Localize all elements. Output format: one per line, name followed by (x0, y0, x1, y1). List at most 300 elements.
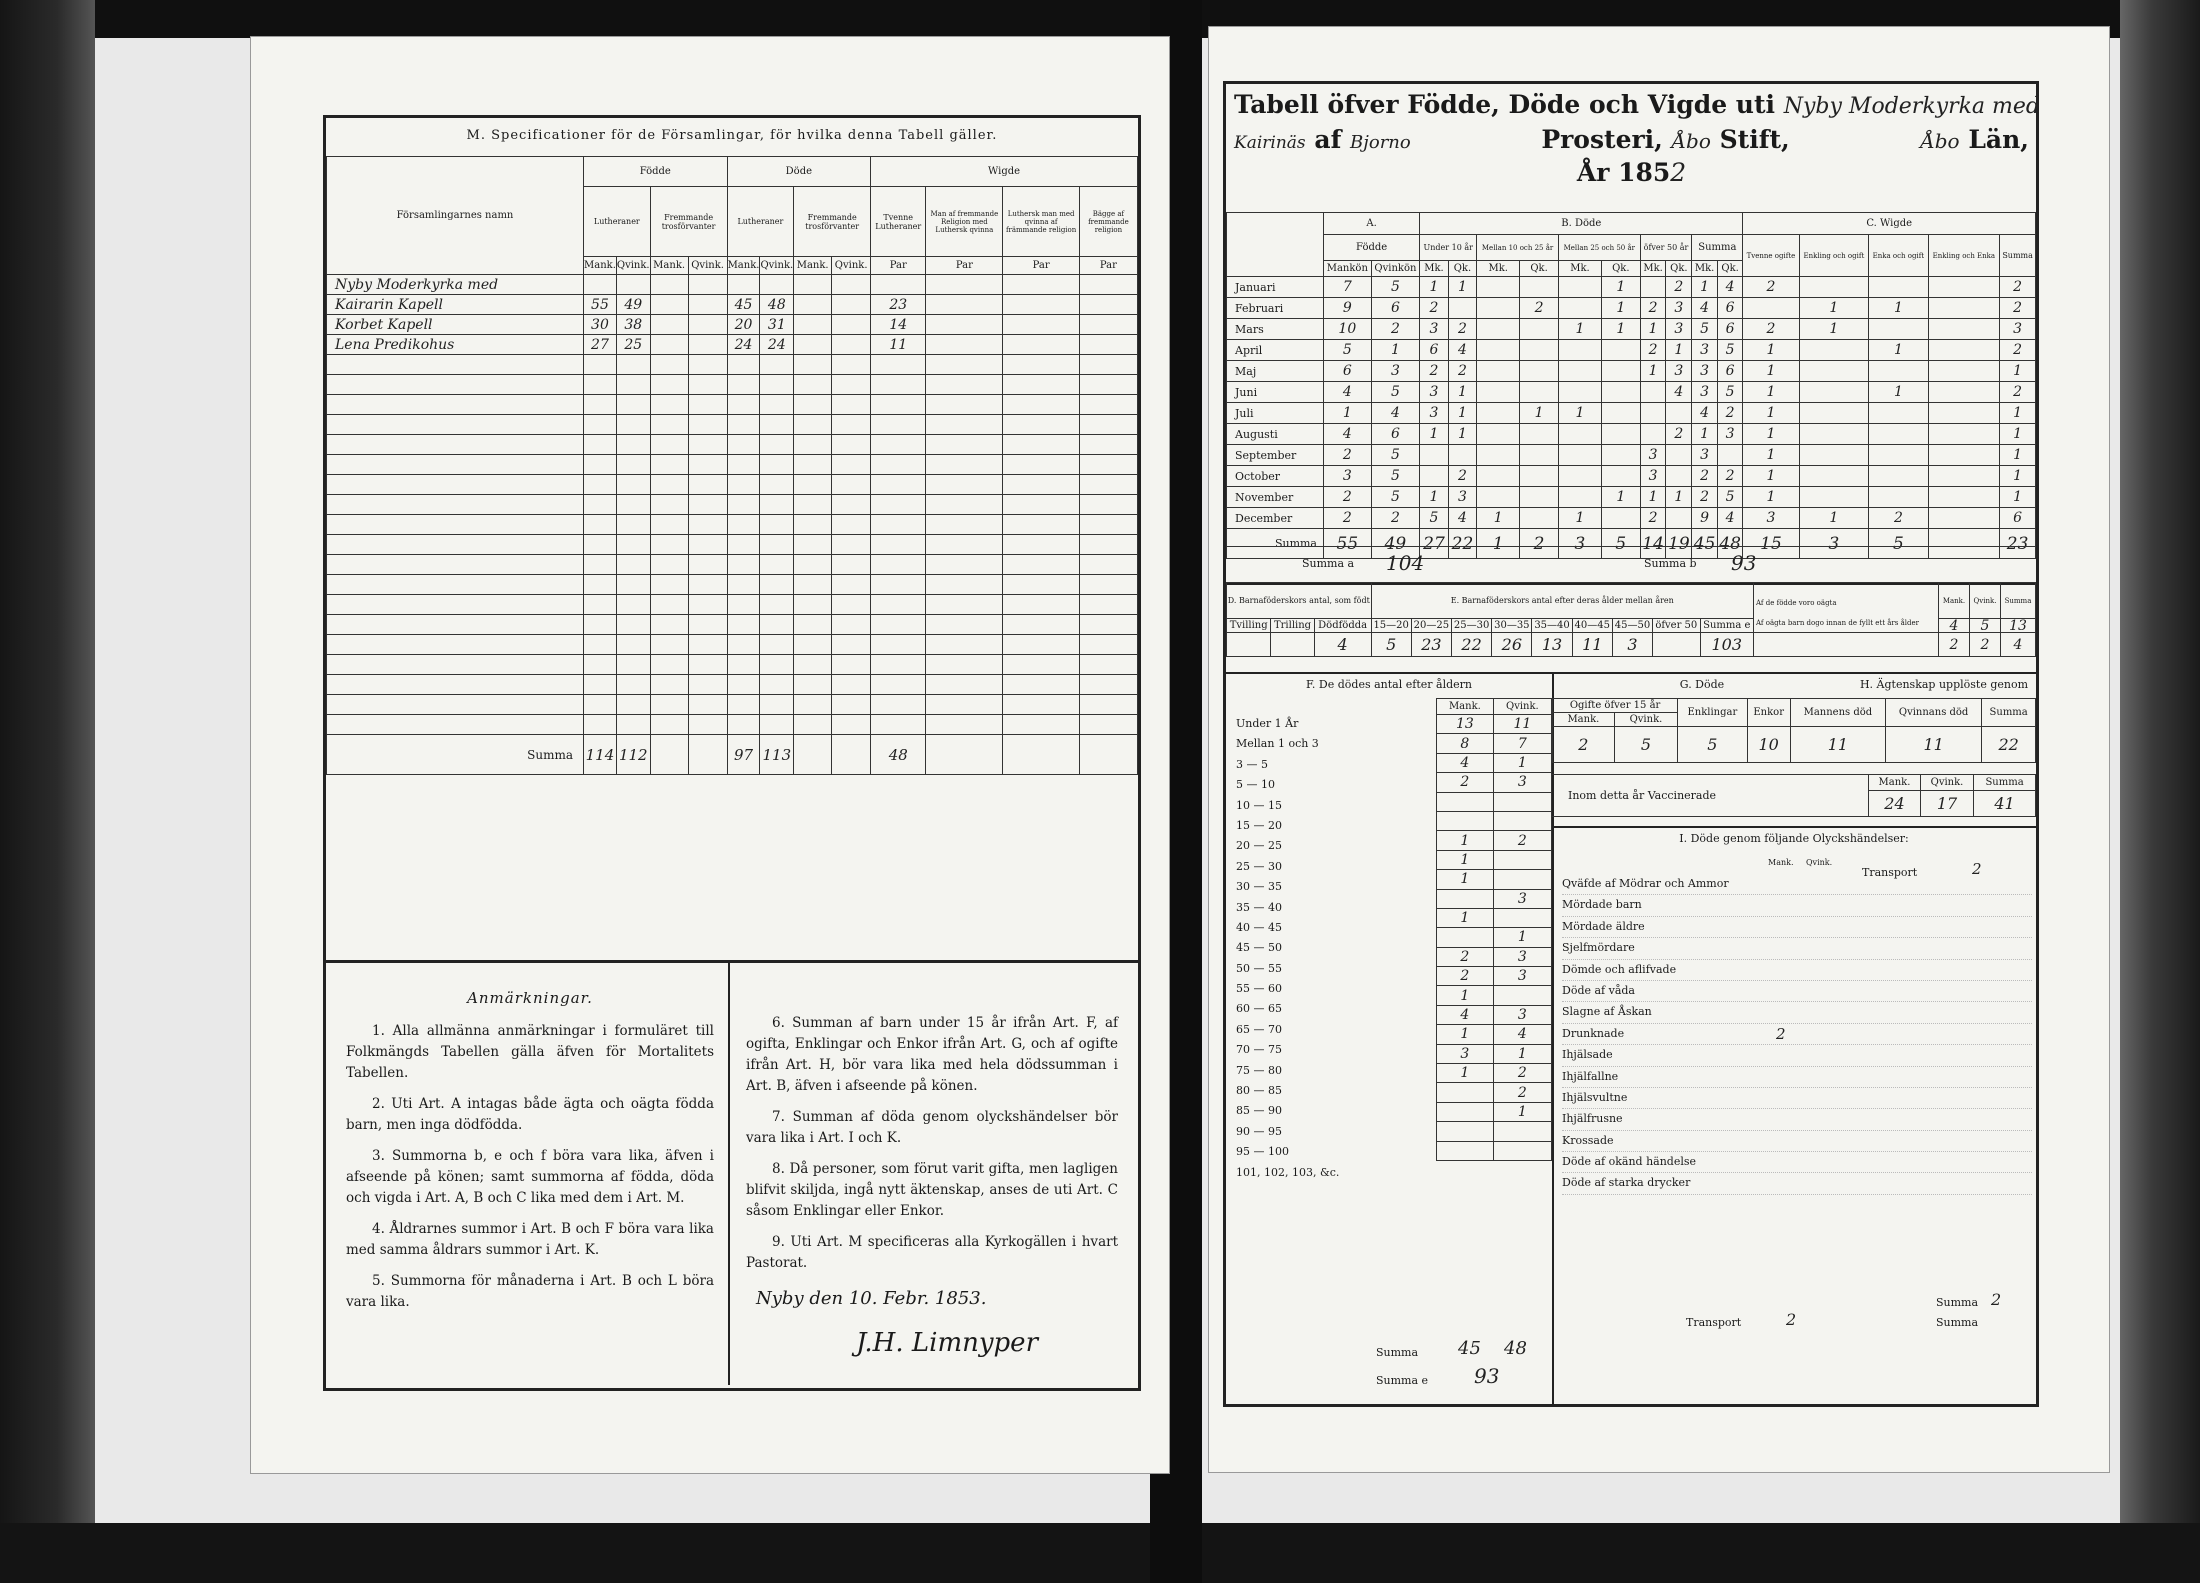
spec-cell (926, 355, 1003, 375)
f-qvink-val (1493, 1122, 1551, 1141)
spec-row (327, 615, 1138, 635)
f-qvink-val: 7 (1493, 734, 1551, 753)
month-cell (1869, 403, 1928, 424)
col-header-fodde: Födde (584, 157, 728, 187)
month-cell: 1 (2000, 466, 2036, 487)
f-mank-val (1437, 1083, 1494, 1102)
summa-a-value: 104 (1386, 551, 1425, 575)
month-cell: 1 (1869, 340, 1928, 361)
month-cell: 1 (1743, 361, 1799, 382)
spec-cell (727, 415, 760, 435)
d-col: Tvilling (1227, 619, 1271, 633)
sub-man-af: Man af fremmande Religion med Luthersk qvinna (926, 187, 1003, 257)
month-cell: 5 (1371, 466, 1420, 487)
month-cell: 1 (1601, 277, 1640, 298)
month-cell: 5 (1324, 340, 1372, 361)
month-cell: 1 (1420, 277, 1448, 298)
title-ar-hw: 2 (1670, 158, 1687, 187)
month-name: October (1227, 466, 1324, 487)
spec-cell: 23 (871, 295, 926, 315)
i-row-name: Mördade äldre (1562, 919, 1645, 933)
spec-cell (688, 335, 727, 355)
spec-cell (1079, 455, 1137, 475)
month-cell (1420, 445, 1448, 466)
month-cell: 2 (1692, 487, 1718, 508)
month-cell (1799, 487, 1869, 508)
spec-cell (1079, 295, 1137, 315)
month-cell: 3 (1692, 382, 1718, 403)
h-qvink: Qvink. (760, 257, 794, 275)
spec-cell (1079, 715, 1137, 735)
month-row (1227, 319, 2036, 340)
spec-cell (584, 375, 617, 395)
title-hw-parish: Nyby Moderkyrka med (1783, 94, 2041, 119)
i-header (1562, 854, 2032, 879)
spec-cell: 24 (727, 335, 760, 355)
f-qvink-val: 3 (1493, 889, 1551, 908)
spec-cell (760, 275, 794, 295)
f-mank-val: 1 (1437, 1064, 1494, 1083)
vacc-val-mank: 24 (1869, 791, 1921, 817)
spec-cell (926, 495, 1003, 515)
note-8: 8. Då personer, som förut varit gifta, men lagligen blifvit skiljda, ingå nytt äktenskap, anses de uti Art. C såsom Enklingar eller Enkor. (746, 1161, 1118, 1219)
i-row (1562, 1045, 2032, 1066)
month-cell: 3 (1666, 298, 1692, 319)
b-mellan2: Mellan 25 och 50 år (1558, 235, 1640, 261)
title-prosteri: Prosteri, (1541, 125, 1663, 154)
month-cell: 6 (1717, 361, 1743, 382)
h-qvink: Qvink. (832, 257, 871, 275)
i-row-name: Döde af våda (1562, 983, 1635, 997)
month-cell (1869, 466, 1928, 487)
month-cell (1601, 508, 1640, 529)
sub-fremmande-d: Fremmande trosförvanter (794, 187, 871, 257)
parish-name (327, 655, 584, 675)
sub-luthersk-man: Luthersk man med qvinna af främmande religion (1003, 187, 1079, 257)
spec-cell (794, 575, 832, 595)
i-row (1562, 1024, 2032, 1045)
i-row (1562, 981, 2032, 1002)
month-cell (1558, 424, 1601, 445)
spec-cell (727, 655, 760, 675)
month-cell (1640, 382, 1666, 403)
f-mank-val: 4 (1437, 753, 1494, 772)
spec-row (327, 415, 1138, 435)
spec-cell (1003, 435, 1079, 455)
parish-name (327, 675, 584, 695)
spec-row (327, 295, 1138, 315)
spec-cell: 30 (584, 315, 617, 335)
spec-cell (794, 695, 832, 715)
spec-cell (616, 715, 650, 735)
month-cell: 2 (1324, 487, 1372, 508)
spec-cell (832, 555, 871, 575)
f-qvink-val (1493, 908, 1551, 927)
spec-cell (760, 515, 794, 535)
spec-cell (832, 655, 871, 675)
e-side-labels (1754, 583, 1939, 633)
month-cell: 3 (1371, 361, 1420, 382)
month-cell: 2 (1324, 508, 1372, 529)
spec-cell (1079, 495, 1137, 515)
month-cell: 1 (1371, 340, 1420, 361)
spec-cell (871, 355, 926, 375)
spec-cell (832, 315, 871, 335)
spec-cell (760, 455, 794, 475)
spec-cell (1003, 655, 1079, 675)
vacc-table (1552, 774, 2036, 817)
spec-cell (1079, 435, 1137, 455)
month-cell: 4 (1717, 508, 1743, 529)
month-summa-label: Summa (1227, 529, 1324, 559)
month-cell (1601, 445, 1640, 466)
mortality-title (1234, 90, 2041, 187)
month-row (1227, 466, 2036, 487)
h-par: Par (1003, 257, 1079, 275)
f-mank-val: 2 (1437, 967, 1494, 986)
b-summa: Summa (1692, 235, 1743, 261)
f-row (1437, 1064, 1552, 1083)
spec-cell (616, 675, 650, 695)
month-cell: 1 (1558, 403, 1601, 424)
month-cell (1520, 277, 1559, 298)
f-row (1437, 986, 1552, 1005)
spec-cell (688, 375, 727, 395)
spec-cell (616, 415, 650, 435)
month-cell (1743, 298, 1799, 319)
spec-cell (832, 295, 871, 315)
h-qk: Qk. (1717, 261, 1743, 277)
spec-cell (794, 295, 832, 315)
i-divider (1552, 826, 2036, 828)
e-val: 5 (1371, 633, 1411, 657)
sec-a-label: A. (1324, 213, 1420, 235)
spec-cell (794, 715, 832, 735)
spec-cell (584, 455, 617, 475)
vacc-label: Inom detta år Vaccinerade (1552, 775, 1869, 817)
spec-cell (926, 595, 1003, 615)
spec-cell (794, 515, 832, 535)
f-age-label: 35 — 40 (1236, 900, 1282, 914)
c-enka: Enka och ogift (1869, 235, 1928, 277)
month-cell (1520, 340, 1559, 361)
spec-cell (832, 475, 871, 495)
spec-cell (926, 335, 1003, 355)
month-cell: 2 (2000, 340, 2036, 361)
month-cell: 3 (1743, 508, 1799, 529)
spec-cell (832, 335, 871, 355)
month-cell (1666, 445, 1692, 466)
spec-cell (794, 315, 832, 335)
h-qvinkon: Qvinkön (1371, 261, 1420, 277)
i-row (1562, 1088, 2032, 1109)
spec-cell: 20 (727, 315, 760, 335)
summa-a-label: Summa a (1302, 557, 1355, 570)
month-cell: 5 (1692, 319, 1718, 340)
month-cell: 3 (1692, 340, 1718, 361)
month-cell (1928, 319, 2000, 340)
spec-cell (760, 595, 794, 615)
month-cell: 2 (2000, 298, 2036, 319)
month-name: Februari (1227, 298, 1324, 319)
title-hw-d: Åbo (1920, 129, 1960, 153)
i-transport-label: Transport (1862, 866, 1918, 879)
spec-cell (650, 615, 688, 635)
summa-ab-row (1226, 546, 2036, 585)
spec-row (327, 435, 1138, 455)
month-cell (1477, 319, 1520, 340)
spec-cell (1003, 715, 1079, 735)
i-row-name: Ihjälfallne (1562, 1069, 1619, 1083)
i-row-name: Qväfde af Mödrar och Ammor (1562, 877, 1729, 890)
col-header-name: Församlingarnes namn (327, 157, 584, 275)
f-qvink-val: 3 (1493, 1005, 1551, 1024)
spec-cell (727, 535, 760, 555)
vacc-mank-h: Mank. (1869, 775, 1921, 791)
note-4: 4. Åldrarnes summor i Art. B och F böra vara lika med samma åldrars summor i Art. K. (346, 1221, 714, 1258)
month-row (1227, 508, 2036, 529)
f-age-label: 75 — 80 (1236, 1063, 1282, 1077)
i-row (1562, 917, 2032, 938)
spec-cell (832, 435, 871, 455)
spec-cell (650, 295, 688, 315)
g-enklingar: Enklingar (1678, 699, 1747, 727)
f-qvink-h: Qvink. (1493, 699, 1551, 715)
e-side-val-2: 2 (1970, 633, 2001, 657)
spec-summa-dl-q: 113 (760, 735, 794, 775)
month-summa-cell: 15 (1743, 529, 1799, 559)
h-val-summa: 22 (1982, 727, 2036, 763)
f-mank-val: 1 (1437, 1025, 1494, 1044)
spec-cell (926, 275, 1003, 295)
month-name: December (1227, 508, 1324, 529)
spec-cell (871, 515, 926, 535)
spec-cell (727, 435, 760, 455)
f-row (1437, 889, 1552, 908)
f-age-label: 25 — 30 (1236, 859, 1282, 873)
month-summa-cell: 55 (1324, 529, 1372, 559)
spec-cell (871, 495, 926, 515)
month-summa-cell: 23 (2000, 529, 2036, 559)
spec-cell (1003, 475, 1079, 495)
spec-cell (727, 375, 760, 395)
month-cell: 1 (1558, 319, 1601, 340)
i-mank-h: Mank. (1768, 858, 1794, 867)
e-val (1653, 633, 1700, 657)
title-lan: Län, (1968, 125, 2029, 154)
spec-cell (1079, 655, 1137, 675)
month-row (1227, 382, 2036, 403)
month-cell: 2 (1448, 319, 1476, 340)
month-cell (1477, 424, 1520, 445)
e-side-summa-h: Summa (2001, 583, 2036, 619)
spec-cell (688, 615, 727, 635)
spec-cell (584, 435, 617, 455)
spec-cell (650, 435, 688, 455)
spec-cell (584, 675, 617, 695)
spec-cell (1079, 375, 1137, 395)
spec-cell (1079, 335, 1137, 355)
month-cell (1558, 277, 1601, 298)
month-cell: 3 (1692, 445, 1718, 466)
month-row (1227, 424, 2036, 445)
month-cell: 3 (1420, 382, 1448, 403)
f-summa-e-label: Summa e (1376, 1374, 1429, 1387)
spec-row (327, 355, 1138, 375)
h-mk: Mk. (1477, 261, 1520, 277)
spec-cell (794, 675, 832, 695)
month-cell: 1 (1640, 361, 1666, 382)
sec-c-label: C. Wigde (1743, 213, 2036, 235)
month-summa-cell: 48 (1717, 529, 1743, 559)
spec-cell (832, 395, 871, 415)
e-side-1: Af de födde voro oägta (1756, 598, 1837, 607)
spec-summa-fl-q: 112 (616, 735, 650, 775)
sec-b-label: B. Döde (1420, 213, 1743, 235)
month-cell (1520, 382, 1559, 403)
notes-divider (326, 960, 1138, 963)
g-mank: Mank. (1553, 713, 1615, 727)
spec-cell (794, 455, 832, 475)
f-row (1437, 870, 1552, 889)
month-cell: 1 (2000, 487, 2036, 508)
h-mk: Mk. (1692, 261, 1718, 277)
f-age-label: 80 — 85 (1236, 1084, 1282, 1098)
spec-cell (584, 555, 617, 575)
d-title: D. Barnaföderskors antal, som födt (1227, 583, 1372, 619)
spec-cell: 48 (760, 295, 794, 315)
month-cell (1666, 403, 1692, 424)
spec-cell (871, 675, 926, 695)
f-age-label: 85 — 90 (1236, 1104, 1282, 1118)
spec-cell (727, 555, 760, 575)
spec-cell (688, 515, 727, 535)
title-ar: År 185 (1576, 158, 1671, 187)
notes-left (346, 988, 714, 1323)
spec-row (327, 595, 1138, 615)
month-cell: 1 (1743, 466, 1799, 487)
spec-cell (616, 595, 650, 615)
month-cell: 1 (1448, 382, 1476, 403)
spec-cell (650, 635, 688, 655)
h-par: Par (871, 257, 926, 275)
b-under: Under 10 år (1420, 235, 1477, 261)
month-cell: 1 (1324, 403, 1372, 424)
spec-cell (926, 535, 1003, 555)
spec-cell (1079, 695, 1137, 715)
spec-cell (616, 355, 650, 375)
f-row (1437, 1083, 1552, 1102)
spec-cell (926, 515, 1003, 535)
f-age-label: 90 — 95 (1236, 1124, 1282, 1138)
month-cell (1477, 382, 1520, 403)
spec-cell (1003, 455, 1079, 475)
spec-row (327, 515, 1138, 535)
sub-begge: Bägge af fremmande religion (1079, 187, 1137, 257)
parish-name (327, 515, 584, 535)
spec-cell (1003, 495, 1079, 515)
f-qvink-val: 2 (1493, 1064, 1551, 1083)
scan-bottom-edge (0, 1523, 2200, 1583)
spec-cell (871, 395, 926, 415)
f-row (1437, 1025, 1552, 1044)
spec-cell (616, 455, 650, 475)
month-cell (1477, 298, 1520, 319)
f-mank-val (1437, 1102, 1494, 1121)
month-cell: 5 (1371, 487, 1420, 508)
spec-row (327, 275, 1138, 295)
f-row (1437, 753, 1552, 772)
month-name: September (1227, 445, 1324, 466)
f-qvink-val: 1 (1493, 753, 1551, 772)
month-cell (1928, 298, 2000, 319)
f-summa-label: Summa (1376, 1346, 1419, 1359)
spec-cell (926, 295, 1003, 315)
spec-cell (727, 595, 760, 615)
i-row (1562, 938, 2032, 959)
note-5: 5. Summorna för månaderna i Art. B och L böra vara lika. (346, 1273, 714, 1310)
sub-lutheraner-f: Lutheraner (584, 187, 651, 257)
month-cell (1928, 340, 2000, 361)
e-val: 26 (1492, 633, 1532, 657)
e-val: 23 (1411, 633, 1451, 657)
spec-cell (650, 335, 688, 355)
spec-cell (650, 395, 688, 415)
spec-cell (1003, 535, 1079, 555)
spec-cell (926, 675, 1003, 695)
spec-cell (688, 535, 727, 555)
e-title: E. Barnaföderskors antal efter deras ålder mellan åren (1371, 583, 1753, 619)
e-side-mank-h: Mank. (1939, 583, 1970, 619)
spec-cell (832, 375, 871, 395)
scan-left-edge (0, 0, 95, 1583)
month-cell (1869, 319, 1928, 340)
spec-row (327, 335, 1138, 355)
note-7: 7. Summan af döda genom olyckshändelser bör vara lika i Art. I och K. (746, 1109, 1118, 1146)
h-mk: Mk. (1640, 261, 1666, 277)
spec-cell (1003, 575, 1079, 595)
month-cell: 4 (1371, 403, 1420, 424)
spec-cell (871, 435, 926, 455)
spec-cell (616, 275, 650, 295)
month-summa-cell: 14 (1640, 529, 1666, 559)
spec-cell (584, 475, 617, 495)
h-qvink: Qvink. (688, 257, 727, 275)
month-cell (1928, 361, 2000, 382)
month-cell: 4 (1448, 508, 1476, 529)
month-cell: 9 (1324, 298, 1372, 319)
month-cell (1799, 466, 1869, 487)
spec-cell (794, 495, 832, 515)
spec-cell (1079, 635, 1137, 655)
h-summa: Summa (1982, 699, 2036, 727)
spec-cell (1003, 375, 1079, 395)
month-cell: 1 (1601, 487, 1640, 508)
left-page (250, 36, 1170, 1474)
month-row (1227, 487, 2036, 508)
spec-cell (832, 415, 871, 435)
spec-cell (926, 435, 1003, 455)
title-af: af (1314, 125, 1342, 154)
f-qvink-val (1493, 1141, 1551, 1160)
parish-name: Korbet Kapell (327, 315, 584, 335)
spec-cell (688, 435, 727, 455)
month-cell: 10 (1324, 319, 1372, 340)
spec-row (327, 695, 1138, 715)
month-cell (1640, 403, 1666, 424)
h-qk: Qk. (1448, 261, 1476, 277)
spec-cell (794, 595, 832, 615)
